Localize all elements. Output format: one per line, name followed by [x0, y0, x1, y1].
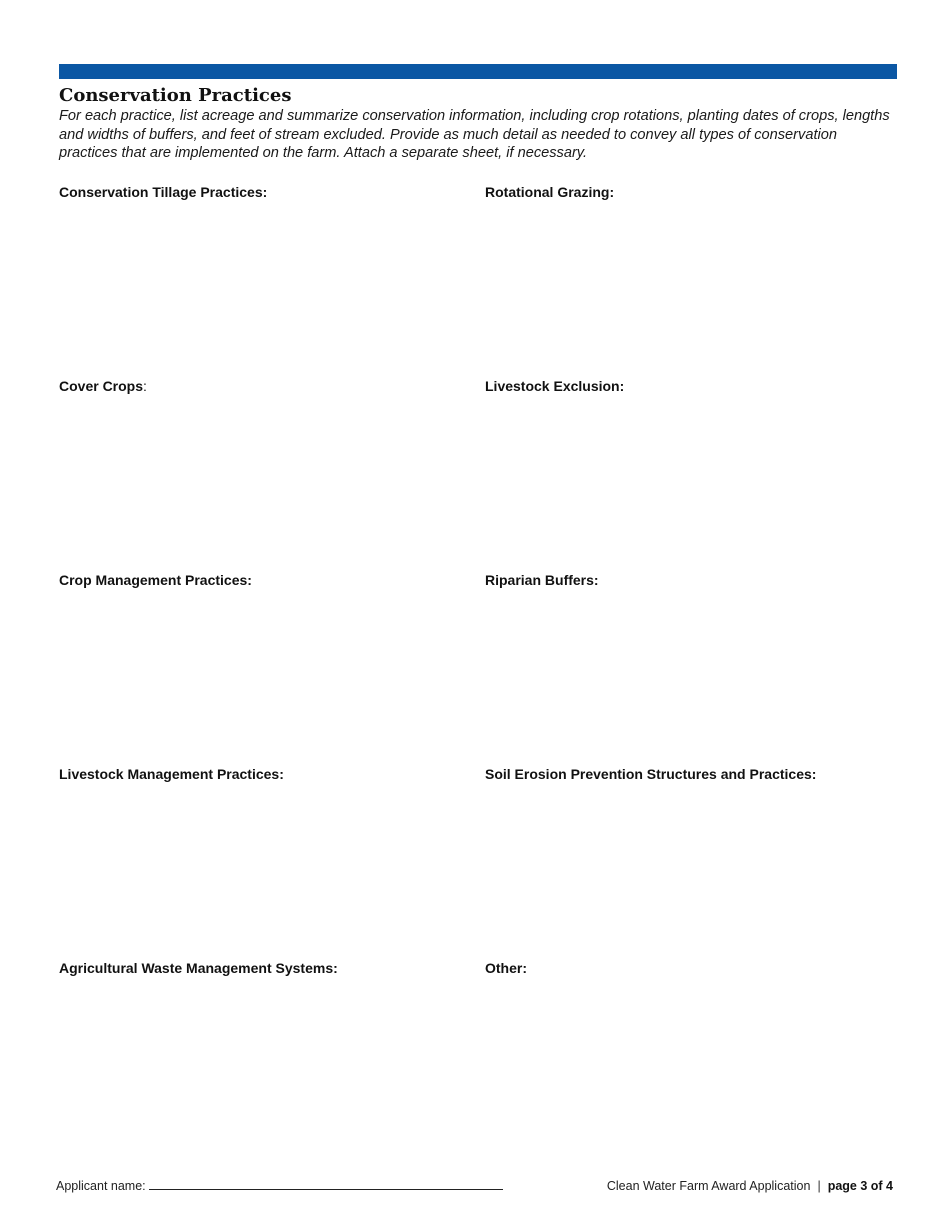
section-title: Conservation Practices [59, 85, 292, 106]
cover-crops-label [59, 377, 147, 395]
soil-erosion-label: Soil Erosion Prevention Structures and Practices: [485, 766, 817, 782]
header-accent-bar [59, 64, 897, 79]
agricultural-waste-label: Agricultural Waste Management Systems: [59, 960, 338, 976]
page-number: page 3 of 4 [827, 1179, 893, 1193]
rotational-grazing-label: Rotational Grazing: [485, 184, 615, 200]
riparian-buffers-label: Riparian Buffers: [485, 572, 599, 588]
cover-crops-colon: : [143, 378, 147, 394]
footer-separator: | [817, 1179, 821, 1193]
page-footer [607, 1178, 893, 1194]
crop-management-label: Crop Management Practices: [59, 572, 252, 588]
other-label: Other: [485, 960, 527, 976]
livestock-management-label: Livestock Management Practices: [59, 766, 284, 782]
cover-crops-text: Cover Crops [59, 378, 144, 394]
form-name: Clean Water Farm Award Application [606, 1179, 811, 1193]
livestock-exclusion-label: Livestock Exclusion: [485, 378, 625, 394]
applicant-name-line[interactable] [149, 1189, 503, 1190]
conservation-tillage-label: Conservation Tillage Practices: [59, 184, 268, 200]
section-instructions: For each practice, list acreage and summarize conservation information, including crop rotations, planting dates of crops, lengths and widths of buffers, and feet of stream excluded. Provide as much detail as needed to convey all types of conservation practices that are implemented on the farm. Attach a separate sheet, if necessary. [59, 108, 890, 161]
applicant-name-label: Applicant name: [56, 1179, 146, 1193]
